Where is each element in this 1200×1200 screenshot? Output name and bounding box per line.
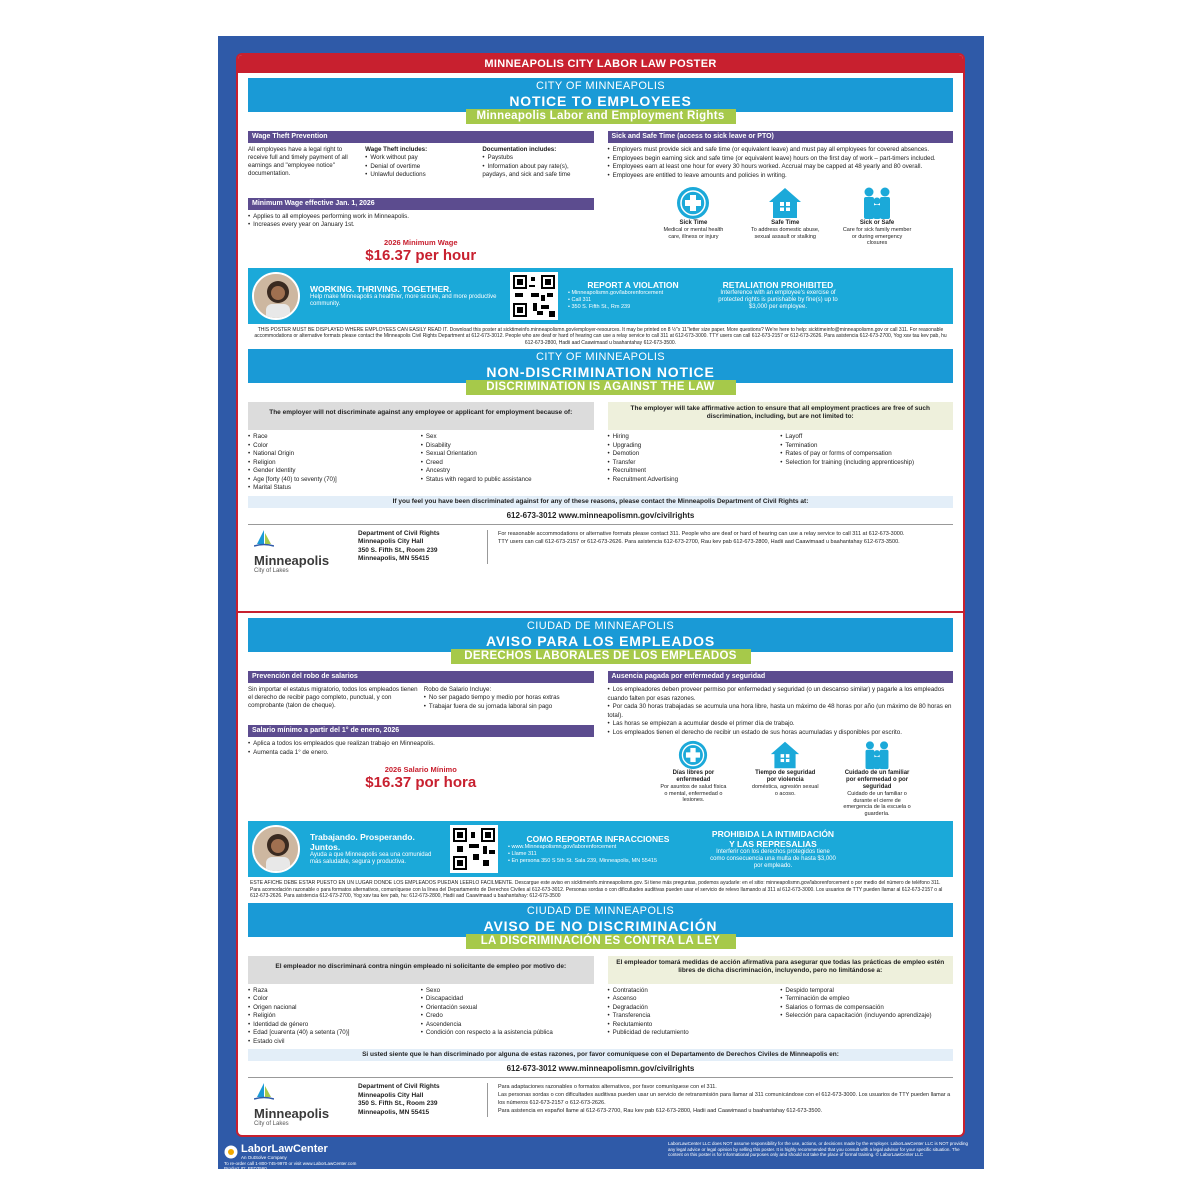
poster-footer — [218, 1137, 984, 1177]
address — [358, 1083, 488, 1117]
address-line: Department of Civil Rights — [358, 1083, 440, 1090]
family-icon — [857, 186, 897, 220]
logo-sub: City of Lakes — [254, 567, 289, 574]
wage-theft-includes-label-es: Robo de Salario Incluye: — [423, 686, 492, 693]
list-item: • En persona 350 S 5th St. Sala 239, Minneapolis, MN 55415 — [508, 858, 688, 865]
list-item: • Despido temporal — [780, 987, 953, 996]
list-item: • Information about pay rate(s), paydays, and sick and safe time — [482, 163, 593, 180]
sail-icon — [254, 1083, 274, 1101]
list-item: • Hiring — [608, 433, 781, 442]
icon-desc: doméstica, agresión sexual o acoso. — [751, 784, 819, 797]
list-item: • Discapacidad — [421, 995, 594, 1004]
icon-desc: Por asuntos de salud física o mental, enfermedad o lesiones. — [660, 784, 727, 803]
list-item: • Sexual Orientation — [421, 450, 594, 459]
nd-phone-web-es[interactable]: 612-673-3012 www.minneapolismn.gov/civilrights — [506, 1064, 695, 1073]
notice-title-es: AVISO PARA LOS EMPLEADOS — [486, 633, 715, 649]
brand-sub: An OutSolve Company — [241, 1155, 287, 1160]
wage-theft-intro-es: Sin importar el estatus migratorio, todos los empleados tienen el derecho de recibir pago completo, punctual, y con comprobante (talon de cheque). — [248, 686, 418, 709]
wage-theft-intro: All employees have a legal right to receive full and timely payment of all earnings and "employee notice" documentation. — [248, 146, 348, 177]
list-item: • Creed — [421, 459, 594, 468]
nd-title: NON-DISCRIMINATION NOTICE — [486, 364, 715, 380]
working-title-es: Trabajando. Prosperando. Juntos. — [310, 832, 415, 852]
list-item: • Call 311 — [568, 297, 698, 304]
address-line: Minneapolis, MN 55415 — [358, 1108, 430, 1116]
list-item: • Status with regard to public assistance — [421, 476, 594, 485]
list-item: • Increases every year on January 1st. — [248, 221, 594, 230]
nd-band: DISCRIMINATION IS AGAINST THE LAW — [466, 380, 736, 395]
icon-title: Sick or Safe — [859, 220, 895, 226]
icon-title: Safe Time — [771, 220, 800, 226]
nd-phone-web[interactable]: 612-673-3012 www.minneapolismn.gov/civilrights — [506, 510, 695, 520]
list-item: • Upgrading — [608, 442, 781, 451]
list-item: • Llame 311 — [508, 851, 688, 858]
rights-band-es: DERECHOS LABORALES DE LOS EMPLEADOS — [451, 649, 751, 664]
nd-contact-es: Si usted siente que le han discriminado por alguna de estas razones, por favor comuníquese con el Departamento de Derechos Civiles de Minneapolis en: — [248, 1049, 953, 1061]
list-item: • Paystubs — [482, 154, 593, 163]
list-item: • Recruitment — [608, 467, 781, 476]
sick-time-section — [600, 127, 954, 264]
qr-code-icon — [453, 828, 495, 870]
address-line: Minneapolis City Hall — [358, 538, 424, 545]
list-item: • Salarios o formas de compensación — [780, 1004, 953, 1013]
list-item: • Las horas se empiezan a acumular desde el primer día de trabajo. — [608, 720, 954, 729]
list-item: • Employees are entitled to leave amounts and policies in writing. — [608, 172, 954, 181]
min-wage-label-es: 2026 Salario Mínimo — [384, 765, 457, 774]
list-item: • Origen nacional — [248, 1004, 421, 1013]
list-item: • Employers must provide sick and safe time (or equivalent leave) and must pay all employees for covered absences. — [608, 146, 954, 155]
list-item: • Degradación — [608, 1004, 781, 1013]
list-item: • Work without pay — [365, 154, 476, 163]
list-item: • Identidad de género — [248, 1021, 421, 1030]
wage-theft-includes-label: Wage Theft includes: — [365, 146, 428, 153]
wage-theft-section — [248, 127, 600, 264]
working-sub-es: Ayuda a que Minneapolis sea una comunidad más saludable, segura y productiva. — [310, 852, 432, 865]
address-line: Department of Civil Rights — [358, 529, 440, 537]
poster-title: MINNEAPOLIS CITY LABOR LAW POSTER — [238, 55, 963, 73]
city-label: CIUDAD DE MINNEAPOLIS — [526, 904, 675, 917]
acc-line: TTY users can call 612-673-2157 or 612-673-2626. Para asistencia 612-673-2700, Rau kev pab 612-673-2800, Hadii aad Caawimaad u baahantahay 612-673-3500. — [498, 538, 900, 545]
nd-band-es: LA DISCRIMINACIÓN ES CONTRA LA LEY — [466, 934, 736, 949]
house-icon — [769, 740, 801, 770]
medical-cross-icon — [678, 740, 708, 770]
list-item: • Age [forty (40) to seventy (70)] — [248, 476, 421, 485]
retaliation-title-es: PROHIBIDA LA INTIMIDACIÓN Y LAS REPRESALIAS — [711, 828, 835, 849]
sun-icon — [224, 1145, 238, 1159]
list-item: • Denial of overtime — [365, 163, 476, 172]
address-line: 350 S. Fifth St., Room 239 — [358, 546, 438, 554]
list-item: • Minneapolismn.gov/laborenforcement — [568, 290, 698, 297]
qr-code-icon — [513, 275, 555, 317]
list-item: • Unlawful deductions — [365, 171, 476, 180]
retaliation-text: Interference with an employee's exercise of protected rights is punishable by fine(s) up to $3,000 per employee. — [718, 290, 838, 310]
min-wage-label: 2026 Minimum Wage — [384, 237, 458, 247]
list-item: • Credo — [421, 1012, 594, 1021]
icon-title: Días libres por enfermedad — [672, 770, 715, 783]
list-item: • Contratación — [608, 987, 781, 996]
list-item: • Layoff — [780, 433, 953, 442]
nd-right-head: The employer will take affirmative action to ensure that all employment practices are free of such discrimination, including, but are not limited to: — [608, 402, 954, 430]
display-notice: THIS POSTER MUST BE DISPLAYED WHERE EMPLOYEES CAN EASILY READ IT. Download this poster at sicktimeinfo.minneapolismn.gov/employer-resources. It may be printed on 8 ½"x 11"letter size paper. More questions? We're here to help: sicktimeinfo@minneapolismn.gov or call 311. For reasonable accommodations or alternative formats please contact the Minneapolis Civil Rights Department at 612-673-3012. People who are deaf or hard of hearing can use a relay service to call 311 at 612-673-3000. TTY users can call 612-673-2157 or 612-673-2626. Para asistencia 612-673-2700, Yog xav tau kev pab, hu 612-673-2800, Hadii aad Caawimaad u baahantahay 612-673-3500. — [254, 326, 947, 346]
list-item: • Aplica a todos los empleados que realizan trabajo en Minneapolis. — [248, 740, 594, 749]
acc-line: For reasonable accommodations or alternative formats please contact 311. People who are deaf or hard of hearing can use a relay service to call 311 at 612-673-3000. — [498, 530, 905, 537]
person-icon — [254, 827, 300, 873]
working-band-es — [248, 821, 953, 877]
list-item: • Employees begin earning sick and safe time (or equivalent leave) hours on the first day of work – part-timers included. — [608, 155, 954, 164]
list-item: • Color — [248, 995, 421, 1004]
notice-title: NOTICE TO EMPLOYEES — [509, 93, 692, 109]
qr-code[interactable] — [510, 272, 558, 320]
list-item: • Race — [248, 433, 421, 442]
list-item: • Marital Status — [248, 484, 421, 493]
list-item: • Demotion — [608, 450, 781, 459]
list-item: • Los empleadores deben proveer permiso por enfermedad y seguridad (o un descanso similar) y pagarle a los empleados cuando falten por esas razones. — [608, 686, 954, 703]
min-wage-heading: Minimum Wage effective Jan. 1, 2026 — [248, 198, 594, 210]
retaliation-title: RETALIATION PROHIBITED — [722, 280, 834, 290]
list-item: • Sex — [421, 433, 594, 442]
rights-band: Minneapolis Labor and Employment Rights — [466, 109, 736, 124]
list-item: • Reclutamiento — [608, 1021, 781, 1030]
min-wage-heading-es: Salario mínimo a partir del 1° de enero, 2026 — [248, 725, 594, 737]
nd-left-head: The employer will not discriminate against any employee or applicant for employment because of: — [248, 402, 594, 430]
list-item: • Disability — [421, 442, 594, 451]
list-item: • Religion — [248, 459, 421, 468]
icon-desc: Cuidado de un familiar o durante el cierre de emergencia de la escuela o guardería. — [843, 791, 911, 817]
logo-name: Minneapolis — [254, 1106, 330, 1121]
list-item: • Rates of pay or forms of compensation — [780, 450, 953, 459]
list-item: • Terminación de empleo — [780, 995, 953, 1004]
list-item: • Publicidad de reclutamiento — [608, 1029, 781, 1038]
safe-time-item — [750, 186, 820, 247]
minneapolis-logo — [248, 530, 358, 574]
product-id: Product ID: FED3560 — [224, 1166, 267, 1171]
icon-desc: Care for sick family member or during emergency closures — [842, 227, 912, 246]
city-label: CIUDAD DE MINNEAPOLIS — [526, 620, 675, 632]
nd-left-head-es: El empleador no discriminará contra ningún empleado ni solicitante de empleo por motivo de: — [248, 956, 594, 984]
report-title: REPORT A VIOLATION — [587, 280, 679, 290]
qr-code-es[interactable] — [450, 825, 498, 873]
sick-time-item-es — [658, 740, 728, 817]
address-line: Minneapolis City Hall — [358, 1091, 424, 1099]
logo-sub: City of Lakes — [254, 1121, 289, 1127]
list-item: • Orientación sexual — [421, 1004, 594, 1013]
acc-line: Para adaptaciones razonables o formatos alternativos, por favor comuníquese con el 311. — [498, 1084, 717, 1090]
nd-title-es: AVISO DE NO DISCRIMINACIÓN — [483, 917, 718, 934]
acc-line: Para asistencia en español llame al 612-673-2700, Rau kev pab 612-673-2800, Hadii aad Caawimaad u baahantahay 612-673-3500. — [498, 1108, 823, 1114]
reorder-text: To re-order call 1-800-745-9970 or visit www.LaborLawCenter.com — [224, 1160, 357, 1166]
nd-contact: If you feel you have been discriminated against for any of these reasons, please contact the Minneapolis Department of Civil Rights at: — [248, 496, 953, 508]
working-title: WORKING. THRIVING. TOGETHER. — [310, 283, 452, 294]
list-item: • Por cada 30 horas trabajadas se acumula una hora libre, hasta un máximo de 48 horas por año (un máximo de 80 horas en total). — [608, 703, 954, 720]
family-icon — [859, 740, 895, 770]
list-item: • 350 S. Fifth St., Rm 239 — [568, 304, 698, 311]
list-item: • No ser pagado tiempo y medio por horas extras — [424, 694, 594, 703]
accommodations — [488, 530, 953, 546]
sick-or-safe-item-es — [842, 740, 912, 817]
list-item: • Los empleados tienen el derecho de recibir un estado de sus horas acumuladas y disponibles por escrito. — [608, 729, 954, 738]
poster — [218, 36, 984, 1177]
minneapolis-logo — [248, 1083, 358, 1127]
laborlawcenter-logo — [224, 1143, 356, 1177]
list-item: • Raza — [248, 987, 421, 996]
accommodations — [488, 1083, 953, 1115]
list-item: • Applies to all employees performing work in Minneapolis. — [248, 213, 594, 222]
english-half — [238, 78, 963, 611]
list-item: • Ancestry — [421, 467, 594, 476]
house-icon — [767, 186, 803, 220]
list-item: • Estado civil — [248, 1038, 421, 1047]
min-wage-amount-es: $16.37 por hora — [365, 774, 477, 791]
nd-right-head-es: El empleador tomará medidas de acción afirmativa para asegurar que todas las prácticas de empleo estén libres de dicha discriminación, incluyendo, pero no limitándose a: — [608, 956, 954, 984]
list-item: • Selection for training (including apprenticeship) — [780, 459, 953, 468]
disclaimer: LaborLawCenter LLC does NOT assume responsibility for the use, actions, or decisions made by the employer. LaborLawCenter LLC is NOT providing any legal advice or legal opinion by selling this poster. It is highly recommended that you consult with a legal advisor for your specific situation. The content on this poster is for informational purposes only and should not take the place of formal training. © LaborLawCenter LLC — [668, 1141, 968, 1157]
safe-time-item-es — [750, 740, 820, 817]
min-wage-amount: $16.37 per hour — [365, 246, 477, 264]
list-item: • Ascenso — [608, 995, 781, 1004]
revised-date: Revised 04/2026 — [224, 1171, 258, 1177]
icon-desc: Medical or mental health care, illness or injury — [663, 227, 724, 240]
sick-time-heading: Sick and Safe Time (access to sick leave or PTO) — [608, 131, 954, 143]
address-line: Minneapolis, MN 55415 — [358, 555, 430, 562]
list-item: • Condición con respecto a la asistencia pública — [421, 1029, 594, 1038]
address — [358, 530, 488, 564]
icon-title: Tiempo de seguridad por violencia — [755, 770, 816, 783]
documentation-label: Documentation includes: — [482, 146, 557, 153]
list-item: • Sexo — [421, 987, 594, 996]
wage-theft-heading: Wage Theft Prevention — [248, 131, 594, 143]
city-label: CITY OF MINNEAPOLIS — [535, 80, 666, 92]
medical-cross-icon — [676, 186, 710, 220]
sick-time-heading-es: Ausencia pagada por enfermedad y seguridad — [608, 671, 954, 683]
sick-or-safe-item — [842, 186, 912, 247]
icon-title: Cuidado de un familiar por enfermedad o por seguridad — [844, 770, 910, 790]
list-item: • Recruitment Advertising — [608, 476, 781, 485]
list-item: • Employees earn at least one hour for every 30 hours worked. Accrual may be capped at 48 yearly and 80 overall. — [608, 163, 954, 172]
list-item: • www.Minneapolismn.gov/laborenforcement — [508, 844, 688, 851]
display-notice-es: ESTE AFICHE DEBE ESTAR PUESTO EN UN LUGAR DONDE LOS EMPLEADOS PUEDAN LEERLO FACILMENTE. Descargue este aviso en sicktimeinfo.minneapolismn.gov. Si tiene más preguntas, podemos ayudarle: en el sitio: minneapolismn.gov/laborenforcement o por medio del número de teléfono 311. Para acomodación razonable o para formatos alternativos, comuníquese con la línea del Departamento de Derechos Civiles al 612-673-3012. Personas sordas o con dificultades auditivas pueden usar el servicio de relevo llamando al 311 al 612-673-3000. Los usuarios de TTY pueden llamar al 612-673-2157 o al 612-673-2626. Para asistencia 612-673-2700, Yog xav tau kev pab, hu: 612-673-2800, Hadii aad Caawimaad u baahantahay: 612-673-3500 — [250, 880, 943, 899]
nd-header — [248, 349, 953, 383]
icon-desc: To address domestic abuse, sexual assault or stalking — [750, 227, 820, 240]
worker-photo — [252, 825, 300, 873]
address-line: 350 S. Fifth St., Room 239 — [358, 1100, 438, 1107]
notice-header-es — [248, 618, 953, 652]
list-item: • Aumenta cada 1° de enero. — [248, 749, 594, 758]
sail-icon — [254, 530, 274, 548]
city-label: CITY OF MINNEAPOLIS — [535, 351, 666, 363]
list-item: • National Origin — [248, 450, 421, 459]
wage-theft-heading-es: Prevención del robo de salarios — [248, 671, 594, 683]
list-item: • Trabajar fuera de su jornada laboral sin pago — [424, 703, 594, 712]
list-item: • Termination — [780, 442, 953, 451]
spanish-half — [238, 611, 963, 1137]
list-item: • Religión — [248, 1012, 421, 1021]
list-item: • Transferencia — [608, 1012, 781, 1021]
working-band — [248, 268, 953, 324]
logo-name: Minneapolis — [254, 552, 330, 568]
list-item: • Ascendencia — [421, 1021, 594, 1030]
retaliation-text-es: Interferir con los derechos protegidos tiene como consecuencia una multa de hasta $3,000 por empleado. — [710, 848, 836, 869]
list-item: • Selección para capacitación (incluyendo aprendizaje) — [780, 1012, 953, 1021]
sick-time-item — [658, 186, 728, 247]
poster-content — [236, 53, 965, 1137]
list-item: • Color — [248, 442, 421, 451]
worker-photo — [252, 272, 300, 320]
acc-line: Las personas sordas o con dificultades auditivas pueden usar un servicio de retransmisión para llamar al 311 comunicándose con el 612-673-3000. Los usuarios de TTY pueden llamar a los números 612-673-2157 o 612-673-2626. — [498, 1092, 951, 1106]
brand-name: LaborLawCenter — [241, 1143, 328, 1155]
report-title-es: COMO REPORTAR INFRACCIONES — [526, 833, 670, 844]
list-item: • Gender Identity — [248, 467, 421, 476]
notice-header — [248, 78, 953, 112]
person-icon — [254, 274, 300, 320]
icon-title: Sick Time — [679, 220, 708, 226]
list-item: • Transfer — [608, 459, 781, 468]
list-item: • Edad [cuarenta (40) a setenta (70)] — [248, 1029, 421, 1038]
nd-header-es — [248, 903, 953, 937]
working-sub: Help make Minneapolis a healthier, more secure, and more productive community. — [310, 293, 497, 307]
